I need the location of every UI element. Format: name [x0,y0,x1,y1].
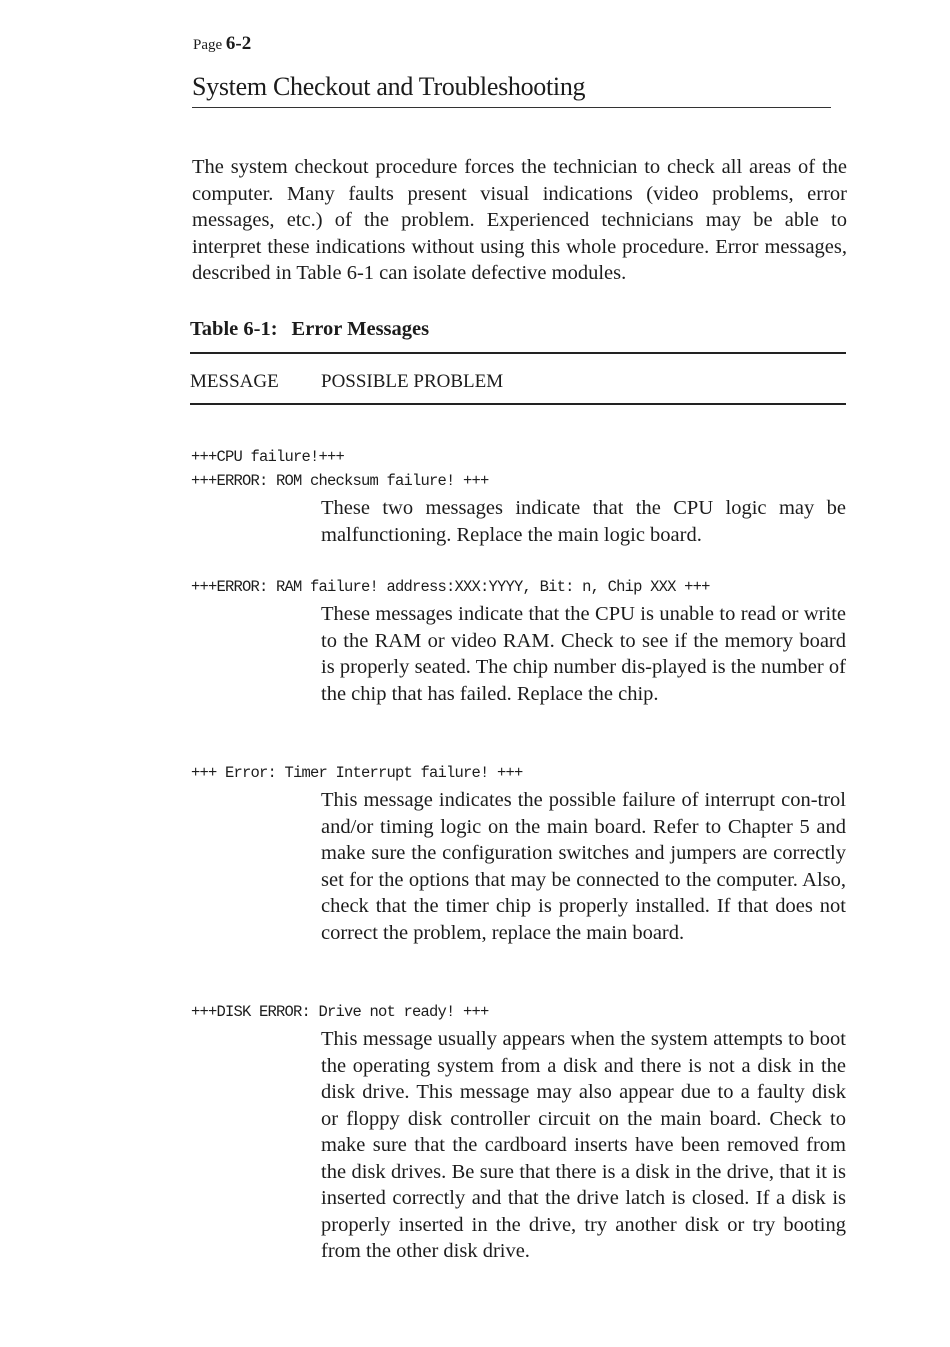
table-caption [190,318,429,341]
column-header-message: MESSAGE [190,371,279,392]
page-number-value: 6-2 [225,33,252,54]
error-description: This message usually appears when the system attempts to boot the operating system from a disk and there is not a disk in the disk drive. This message may also appear due to a faulty disk or floppy disk controller circuit on the main board. Check to make sure that the cardboard inserts have been removed from the disk drives. Be sure that there is a disk in the drive, that it is inserted correctly and that the drive latch is closed. If a disk is properly inserted in the drive, try another disk or try booting from the other disk drive. [321,1028,846,1262]
error-description: These messages indicate that the CPU is unable to read or write to the RAM or video RAM. Check to see if the memory board is properly seated. The chip number dis-played is the number of the chip that has failed. Replace the chip. [321,603,846,705]
error-message: +++DISK ERROR: Drive not ready! +++ [191,1003,489,1021]
column-header-problem: POSSIBLE PROBLEM [321,371,504,392]
table-caption-title: Error Messages [291,318,430,340]
table-header-rule [190,403,846,405]
chapter-title: System Checkout and Troubleshooting [192,72,586,101]
table-caption-label: Table 6-1: [190,318,278,340]
table-top-rule [190,352,846,354]
page-label: Page [193,37,223,53]
error-message: +++ERROR: RAM failure! address:XXX:YYYY, Bit: n, Chip XXX +++ [191,578,710,596]
intro-paragraph: The system checkout procedure forces the technician to check all areas of the computer. Many faults present visual indications (video problems, error messages, etc.) of the problem. Experienced technicians may be able to interpret these indications without using this whole procedure. Error messages, described in Table 6-1 can isolate defective modules. [192,156,847,284]
error-message: +++CPU failure!+++ [191,448,345,466]
title-divider [192,107,831,108]
error-description: These two messages indicate that the CPU logic may be malfunctioning. Replace the main logic board. [321,497,846,546]
error-description: This message indicates the possible failure of interrupt con-trol and/or timing logic on the main board. Refer to Chapter 5 and make sure the configuration switches and jumpers are correctly set for the options that may be connected to the computer. Also, check that the timer chip is properly installed. If that does not correct the problem, replace the main board. [321,789,846,944]
error-message: +++ Error: Timer Interrupt failure! +++ [191,764,523,782]
page-number [193,33,251,55]
error-message: +++ERROR: ROM checksum failure! +++ [191,472,489,490]
